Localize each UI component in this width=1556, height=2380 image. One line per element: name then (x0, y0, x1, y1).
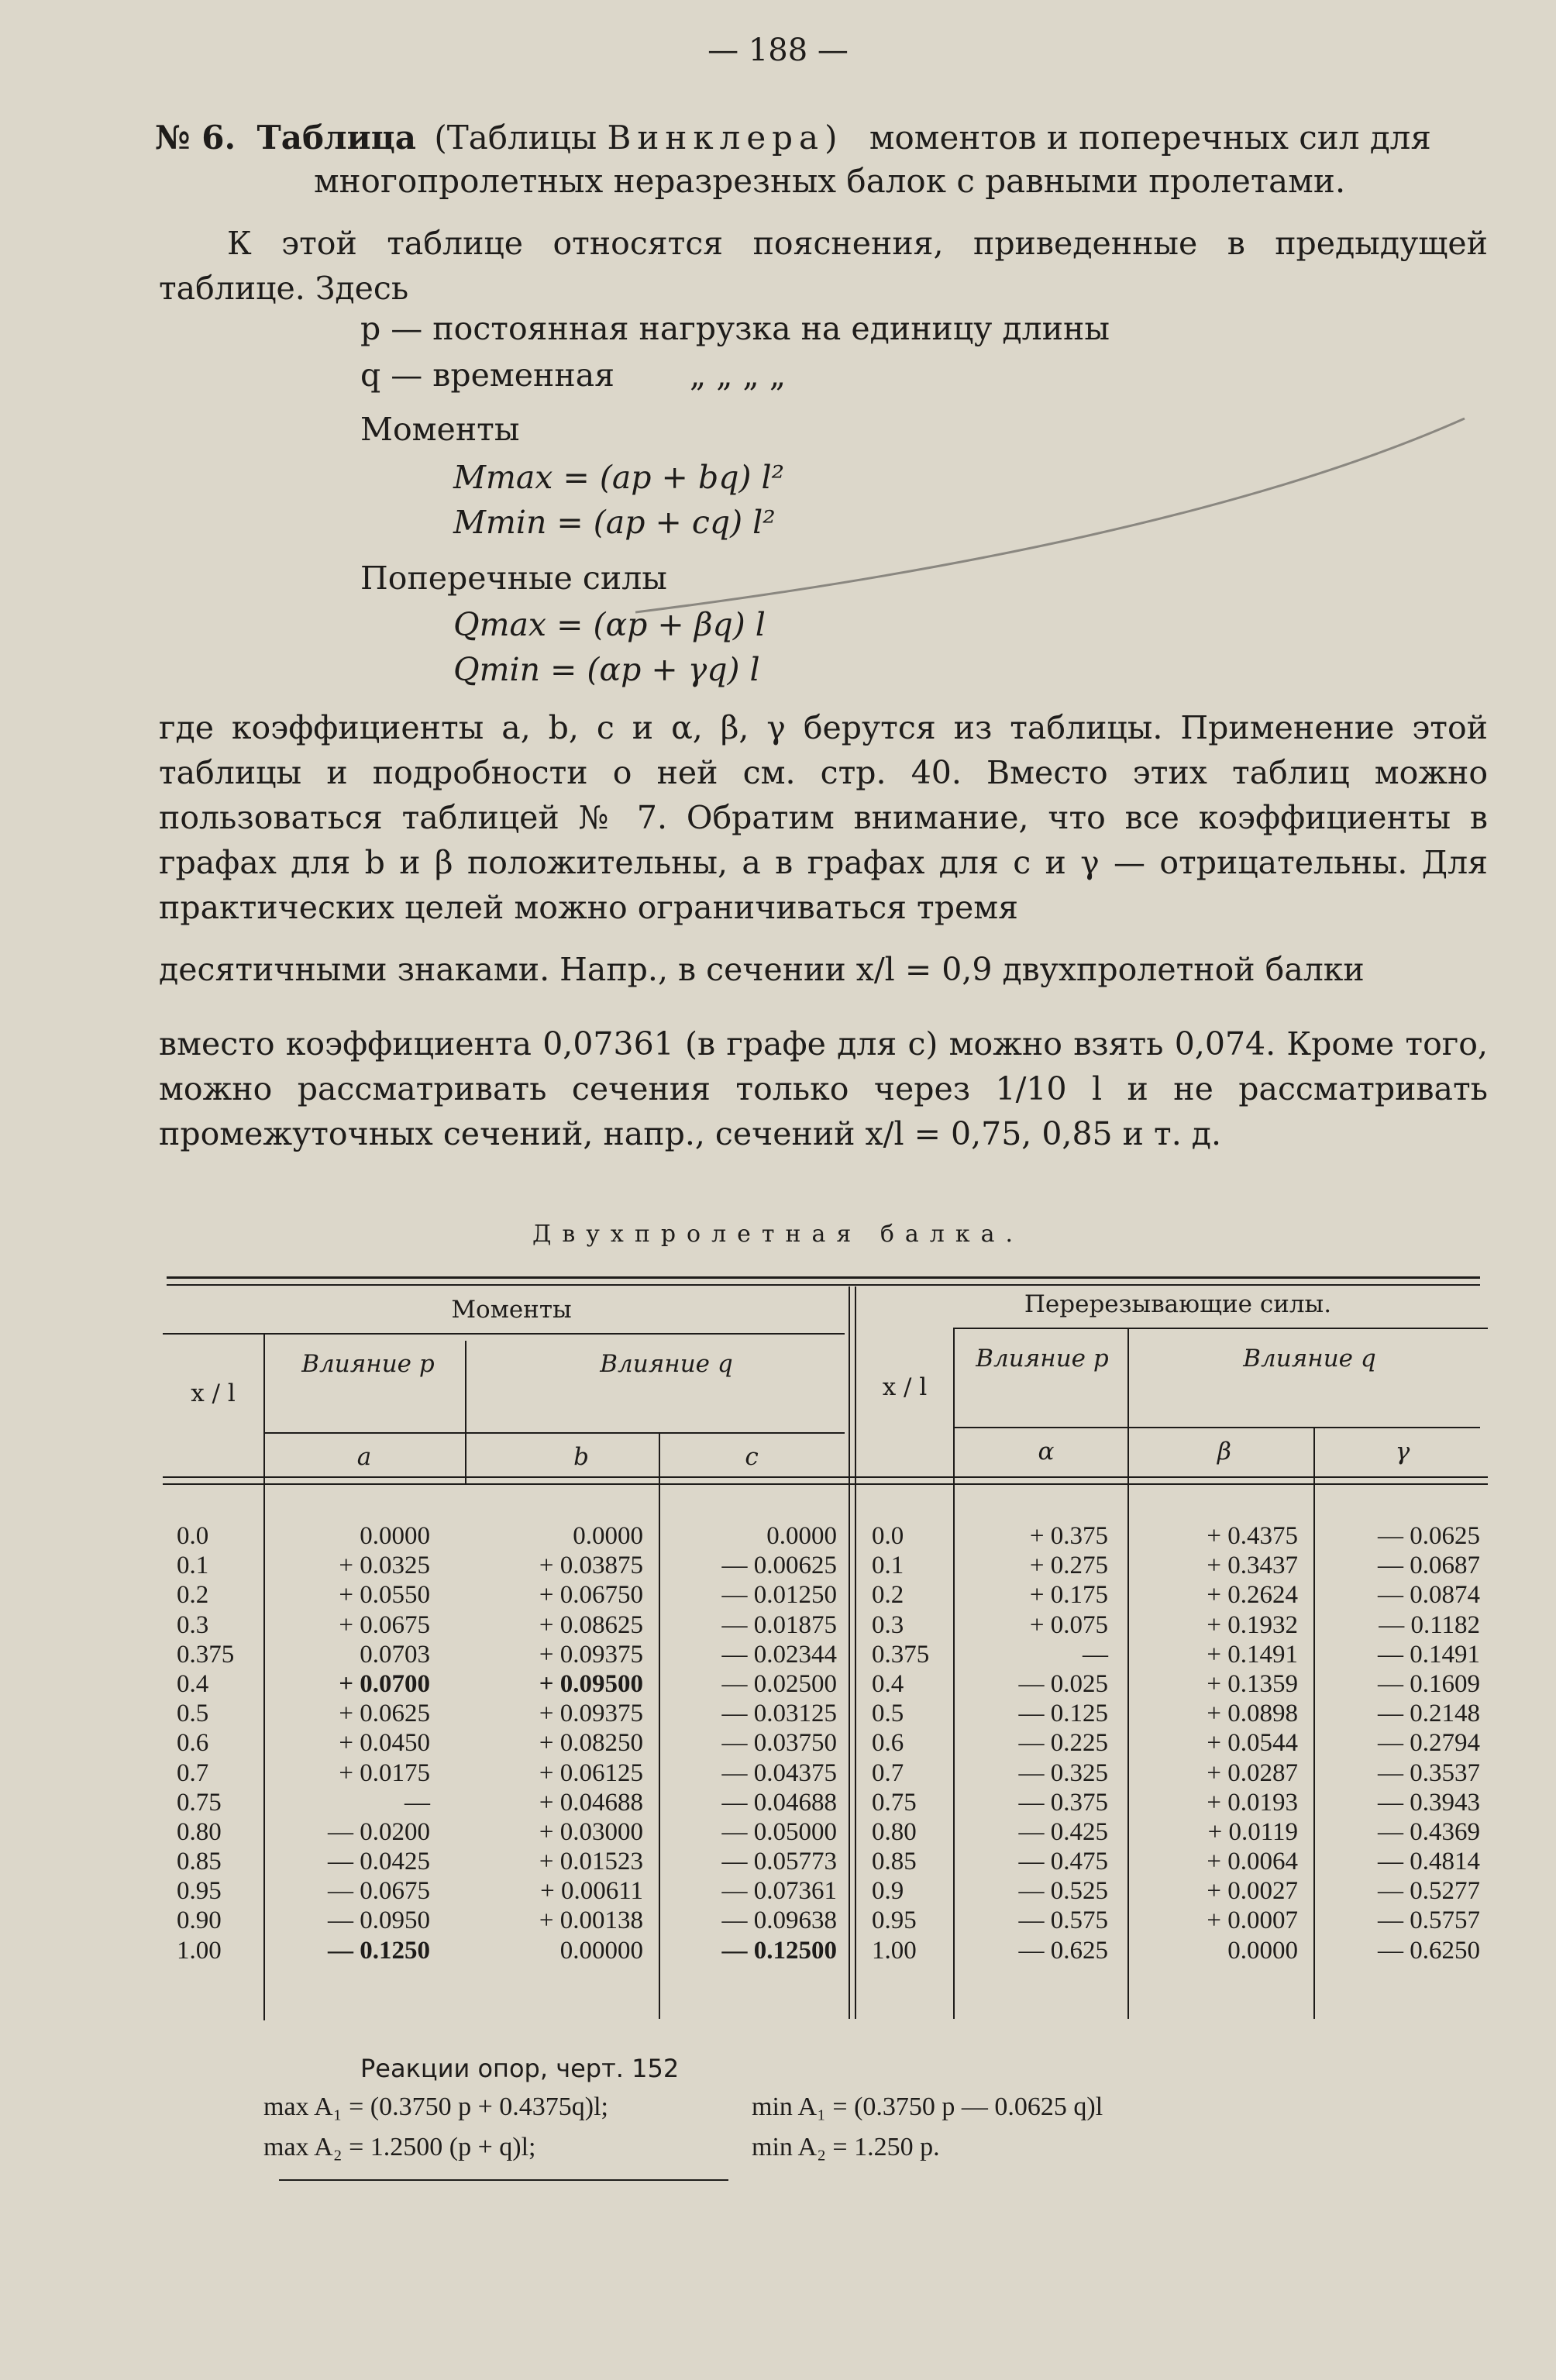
moments-header: Моменты (451, 1296, 572, 1324)
moments-p-rule (263, 1432, 465, 1434)
moments-label: Моменты (360, 411, 520, 448)
shear-x-cell: 0.375 (872, 1640, 930, 1669)
shear-beta-cell: + 0.1932 (1207, 1610, 1298, 1639)
shear-x-cell: 0.1 (872, 1552, 904, 1580)
moment-a-cell: — 0.1250 (328, 1936, 430, 1965)
header-bottom-rule-1 (163, 1476, 1488, 1478)
shear-gamma-cell: — 0.5757 (1378, 1906, 1480, 1935)
moment-x-cell: 1.00 (177, 1936, 222, 1965)
shear-gamma-cell: — 0.4814 (1378, 1848, 1480, 1876)
shear-alpha-column (961, 1521, 1108, 1965)
heading-name: Винклера (607, 119, 825, 157)
moment-x-cell: 0.2 (177, 1581, 209, 1610)
influence-q-moments: Влияние q (600, 1350, 733, 1378)
shear-gamma-cell: — 0.0874 (1378, 1581, 1480, 1610)
moment-x-cell: 0.375 (177, 1640, 235, 1669)
moment-x-cell: 0.85 (177, 1848, 222, 1876)
moment-a-cell: + 0.0175 (339, 1758, 430, 1787)
shear-gamma-cell: — 0.1491 (1378, 1640, 1480, 1669)
moments-a-column (271, 1521, 430, 1965)
moment-x-cell: 0.95 (177, 1877, 222, 1906)
shear-x-cell: 0.75 (872, 1788, 917, 1817)
moment-b-cell: + 0.03875 (539, 1552, 643, 1580)
shear-gamma-cell: — 0.2148 (1378, 1700, 1480, 1728)
col-c-header: c (745, 1443, 759, 1471)
shear-beta-cell: + 0.0898 (1207, 1700, 1298, 1728)
moment-b-cell: + 0.09375 (539, 1640, 643, 1669)
moment-b-cell: 0.00000 (559, 1936, 643, 1965)
vrule-alpha-beta (1127, 1329, 1129, 2019)
shear-x-cell: 0.7 (872, 1758, 904, 1787)
moment-b-cell: + 0.00611 (540, 1877, 643, 1906)
shear-x-cell: 0.9 (872, 1877, 904, 1906)
heading-rest: моментов и поперечных сил для (869, 119, 1431, 157)
shear-gamma-cell: — 0.5277 (1378, 1877, 1480, 1906)
moment-a-cell: — 0.0425 (328, 1848, 430, 1876)
shear-alpha-cell: — 0.375 (1018, 1788, 1108, 1817)
vrule-x-shear (953, 1329, 955, 2019)
col-b-header: b (573, 1443, 589, 1471)
moment-b-cell: + 0.09375 (539, 1700, 643, 1728)
vrule-b-c (659, 1434, 660, 2019)
formula-qmin: Qmin = (αp + γq) l (453, 651, 760, 688)
moment-c-cell: — 0.02500 (721, 1669, 837, 1698)
moment-x-cell: 0.4 (177, 1669, 209, 1698)
q-ditto-marks: „ „ „ „ (690, 356, 787, 394)
shear-beta-cell: + 0.3437 (1207, 1552, 1298, 1580)
reactions-label: Реакции опор, черт. 152 (360, 2054, 680, 2083)
shear-beta-cell: 0.0000 (1227, 1936, 1298, 1965)
moment-x-cell: 0.75 (177, 1788, 222, 1817)
pencil-stroke (635, 403, 1472, 620)
moment-c-cell: — 0.00625 (721, 1552, 837, 1580)
shear-gamma-cell: — 0.6250 (1378, 1936, 1480, 1965)
moment-b-cell: + 0.09500 (539, 1669, 643, 1698)
heading-paren-close: ) (824, 119, 838, 157)
shear-x-cell: 0.2 (872, 1581, 904, 1610)
shear-gamma-cell: — 0.0625 (1378, 1522, 1480, 1550)
vrule-beta-gamma (1313, 1428, 1315, 2019)
moment-c-cell: — 0.02344 (721, 1640, 837, 1669)
shear-x-cell: 1.00 (872, 1936, 917, 1965)
shear-gamma-cell: — 0.1609 (1378, 1669, 1480, 1698)
col-gamma-header: γ (1395, 1438, 1410, 1466)
moment-b-cell: + 0.06750 (539, 1581, 643, 1610)
shear-beta-cell: + 0.0193 (1207, 1788, 1298, 1817)
section-heading (155, 116, 1488, 203)
moment-a-cell: 0.0000 (360, 1522, 430, 1550)
shear-beta-cell: + 0.4375 (1207, 1522, 1298, 1550)
shear-sub-rule (953, 1427, 1480, 1428)
moment-c-cell: — 0.03125 (721, 1700, 837, 1728)
shear-x-cell: 0.0 (872, 1522, 904, 1550)
shear-x-cell: 0.80 (872, 1817, 917, 1846)
moment-c-cell: — 0.07361 (721, 1877, 837, 1906)
vrule-x-moments (263, 1335, 265, 2020)
moment-c-cell: — 0.12500 (721, 1936, 837, 1965)
moment-c-cell: — 0.01875 (721, 1610, 837, 1639)
moments-q-rule (465, 1432, 845, 1434)
moment-c-cell: — 0.01250 (721, 1581, 837, 1610)
shear-alpha-cell: + 0.275 (1029, 1552, 1108, 1580)
moment-a-cell: — 0.0950 (328, 1906, 430, 1935)
moment-b-cell: + 0.08250 (539, 1729, 643, 1758)
col-a-header: a (356, 1443, 372, 1471)
shear-beta-cell: + 0.2624 (1207, 1581, 1298, 1610)
shear-alpha-cell: — 0.425 (1018, 1817, 1108, 1846)
shear-alpha-cell: — 0.225 (1018, 1729, 1108, 1758)
shear-alpha-cell: — 0.525 (1018, 1877, 1108, 1906)
shear-x-cell: 0.95 (872, 1906, 917, 1935)
shear-beta-cell: + 0.0007 (1207, 1906, 1298, 1935)
shear-x-column (872, 1521, 929, 1965)
influence-p-shear: Влияние p (976, 1345, 1109, 1373)
shear-alpha-cell: — 0.575 (1018, 1906, 1108, 1935)
moment-x-cell: 0.80 (177, 1817, 222, 1846)
moment-b-cell: + 0.08625 (539, 1610, 643, 1639)
heading-line2: многопролетных неразрезных балок с равными пролетами. (314, 162, 1346, 200)
moment-a-cell: — 0.0200 (328, 1817, 430, 1846)
shear-gamma-column (1321, 1521, 1480, 1965)
col-beta-header: β (1217, 1438, 1231, 1466)
moment-a-cell: + 0.0625 (339, 1700, 430, 1728)
intro-paragraph: К этой таблице относятся пояснения, приведенные в предыдущей таблице. Здесь (159, 225, 1488, 307)
shear-alpha-cell: + 0.375 (1029, 1522, 1108, 1550)
moment-x-cell: 0.5 (177, 1700, 209, 1728)
moment-a-cell: 0.0703 (360, 1640, 430, 1669)
shear-beta-cell: + 0.0287 (1207, 1758, 1298, 1787)
moment-b-cell: 0.0000 (573, 1522, 643, 1550)
moment-c-cell: 0.0000 (766, 1522, 837, 1550)
shear-beta-cell: + 0.0119 (1207, 1817, 1298, 1846)
moment-a-cell: + 0.0700 (339, 1669, 430, 1698)
moment-b-cell: + 0.06125 (539, 1758, 643, 1787)
col-alpha-header: α (1038, 1438, 1055, 1466)
moment-b-cell: + 0.04688 (539, 1788, 643, 1817)
vrule-mid-1 (849, 1286, 850, 2019)
formula-mmin: Mmin = (ap + cq) l² (453, 504, 776, 541)
min-a1-formula: min A₁ = (0.3750 p — 0.0625 q)l (752, 2092, 1103, 2121)
moment-a-cell: + 0.0450 (339, 1729, 430, 1758)
shear-label: Поперечные силы (360, 560, 667, 597)
shear-beta-cell: + 0.0027 (1207, 1877, 1298, 1906)
shear-beta-cell: + 0.0064 (1207, 1848, 1298, 1876)
shear-gamma-cell: — 0.4369 (1378, 1817, 1480, 1846)
body-paragraph-3: вместо коэффициента 0,07361 (в графе для c) можно взять 0,074. Кроме того, можно рассматривать сечения только через 1/10 l и не рассматривать промежуточных сечений, напр., сечений x/l = 0,75, 0,85 и т. д. (159, 1025, 1488, 1152)
table-top-rule-2 (167, 1284, 1480, 1286)
moment-a-cell: — 0.0675 (328, 1877, 430, 1906)
shear-alpha-cell: — 0.475 (1018, 1848, 1108, 1876)
shear-alpha-cell: — 0.125 (1018, 1700, 1108, 1728)
moments-x-column (177, 1521, 234, 1965)
moment-x-cell: 0.3 (177, 1610, 209, 1639)
shear-alpha-cell: + 0.075 (1029, 1610, 1108, 1639)
shear-beta-column (1139, 1521, 1298, 1965)
page-number: — 188 — (707, 33, 849, 68)
moment-b-cell: + 0.01523 (539, 1848, 643, 1876)
shear-alpha-cell: — 0.625 (1018, 1936, 1108, 1965)
moments-b-column (473, 1521, 643, 1965)
vrule-mid-2 (855, 1286, 856, 2019)
moment-x-cell: 0.0 (177, 1522, 209, 1550)
moment-c-cell: — 0.05773 (721, 1848, 837, 1876)
shear-x-cell: 0.3 (872, 1610, 904, 1639)
header-bottom-rule-2 (163, 1483, 1488, 1485)
body-paragraph-1: где коэффициенты a, b, c и α, β, γ берутся из таблицы. Применение этой таблицы и подробности о ней см. стр. 40. Вместо этих таблиц можно пользоваться таблицей № 7. Обратим внимание, что все коэффициенты в графах для b и β положительны, а в графах для c и γ — отрицательны. Для практических целей можно ограничиваться тремя (159, 709, 1488, 926)
moment-c-cell: — 0.09638 (721, 1906, 837, 1935)
moment-c-cell: — 0.03750 (721, 1729, 837, 1758)
moment-a-cell: + 0.0550 (339, 1581, 430, 1610)
moment-x-cell: 0.6 (177, 1729, 209, 1758)
formula-qmax: Qmax = (αp + βq) l (453, 606, 766, 643)
footer-rule (279, 2179, 728, 2181)
q-definition: q — временная (360, 356, 615, 394)
table-title: Двухпролетная балка. (532, 1221, 1024, 1248)
moments-c-column (666, 1521, 837, 1965)
min-a2-formula: min A₂ = 1.250 p. (752, 2133, 940, 2161)
shear-x-cell: 0.4 (872, 1669, 904, 1698)
shear-alpha-cell: — 0.325 (1018, 1758, 1108, 1787)
shear-alpha-cell: — (1083, 1640, 1108, 1669)
shear-gamma-cell: — 0.3537 (1378, 1758, 1480, 1787)
x-over-l-shear: x / l (882, 1373, 928, 1401)
moment-a-cell: + 0.0675 (339, 1610, 430, 1639)
moment-a-cell: + 0.0325 (339, 1552, 430, 1580)
heading-number: № 6. (155, 119, 236, 157)
table-top-rule-1 (167, 1276, 1480, 1279)
shear-header: Перерезывающие силы. (1024, 1290, 1332, 1318)
formula-mmax: Mmax = (ap + bq) l² (453, 459, 785, 496)
shear-group-rule (953, 1328, 1488, 1329)
moment-x-cell: 0.7 (177, 1758, 209, 1787)
moment-c-cell: — 0.04375 (721, 1758, 837, 1787)
shear-gamma-cell: — 0.1182 (1379, 1610, 1480, 1639)
moment-c-cell: — 0.05000 (721, 1817, 837, 1846)
shear-x-cell: 0.85 (872, 1848, 917, 1876)
shear-x-cell: 0.6 (872, 1729, 904, 1758)
shear-beta-cell: + 0.0544 (1207, 1729, 1298, 1758)
moment-c-cell: — 0.04688 (721, 1788, 837, 1817)
shear-gamma-cell: — 0.3943 (1378, 1788, 1480, 1817)
moments-group-rule (163, 1333, 845, 1335)
moment-x-cell: 0.90 (177, 1906, 222, 1935)
heading-word: Таблица (256, 119, 416, 157)
influence-p-moments: Влияние p (301, 1350, 435, 1378)
shear-alpha-cell: — 0.025 (1018, 1669, 1108, 1698)
max-a2-formula: max A₂ = 1.2500 (p + q)l; (263, 2133, 536, 2161)
shear-gamma-cell: — 0.0687 (1378, 1552, 1480, 1580)
moment-a-cell: — (404, 1788, 430, 1817)
shear-beta-cell: + 0.1359 (1207, 1669, 1298, 1698)
x-over-l-moments: x / l (191, 1379, 236, 1407)
shear-x-cell: 0.5 (872, 1700, 904, 1728)
shear-beta-cell: + 0.1491 (1207, 1640, 1298, 1669)
max-a1-formula: max A₁ = (0.3750 p + 0.4375q)l; (263, 2092, 608, 2121)
body-paragraph-2: десятичными знаками. Напр., в сечении x/l = 0,9 двухпролетной балки (159, 951, 1365, 988)
moment-b-cell: + 0.03000 (539, 1817, 643, 1846)
influence-q-shear: Влияние q (1243, 1345, 1376, 1373)
moment-x-cell: 0.1 (177, 1552, 209, 1580)
p-definition: p — постоянная нагрузка на единицу длины (360, 310, 1110, 347)
moment-b-cell: + 0.00138 (539, 1906, 643, 1935)
vrule-p-q (465, 1341, 466, 1484)
shear-gamma-cell: — 0.2794 (1378, 1729, 1480, 1758)
heading-paren-open: (Таблицы (434, 119, 608, 157)
shear-alpha-cell: + 0.175 (1029, 1581, 1108, 1610)
